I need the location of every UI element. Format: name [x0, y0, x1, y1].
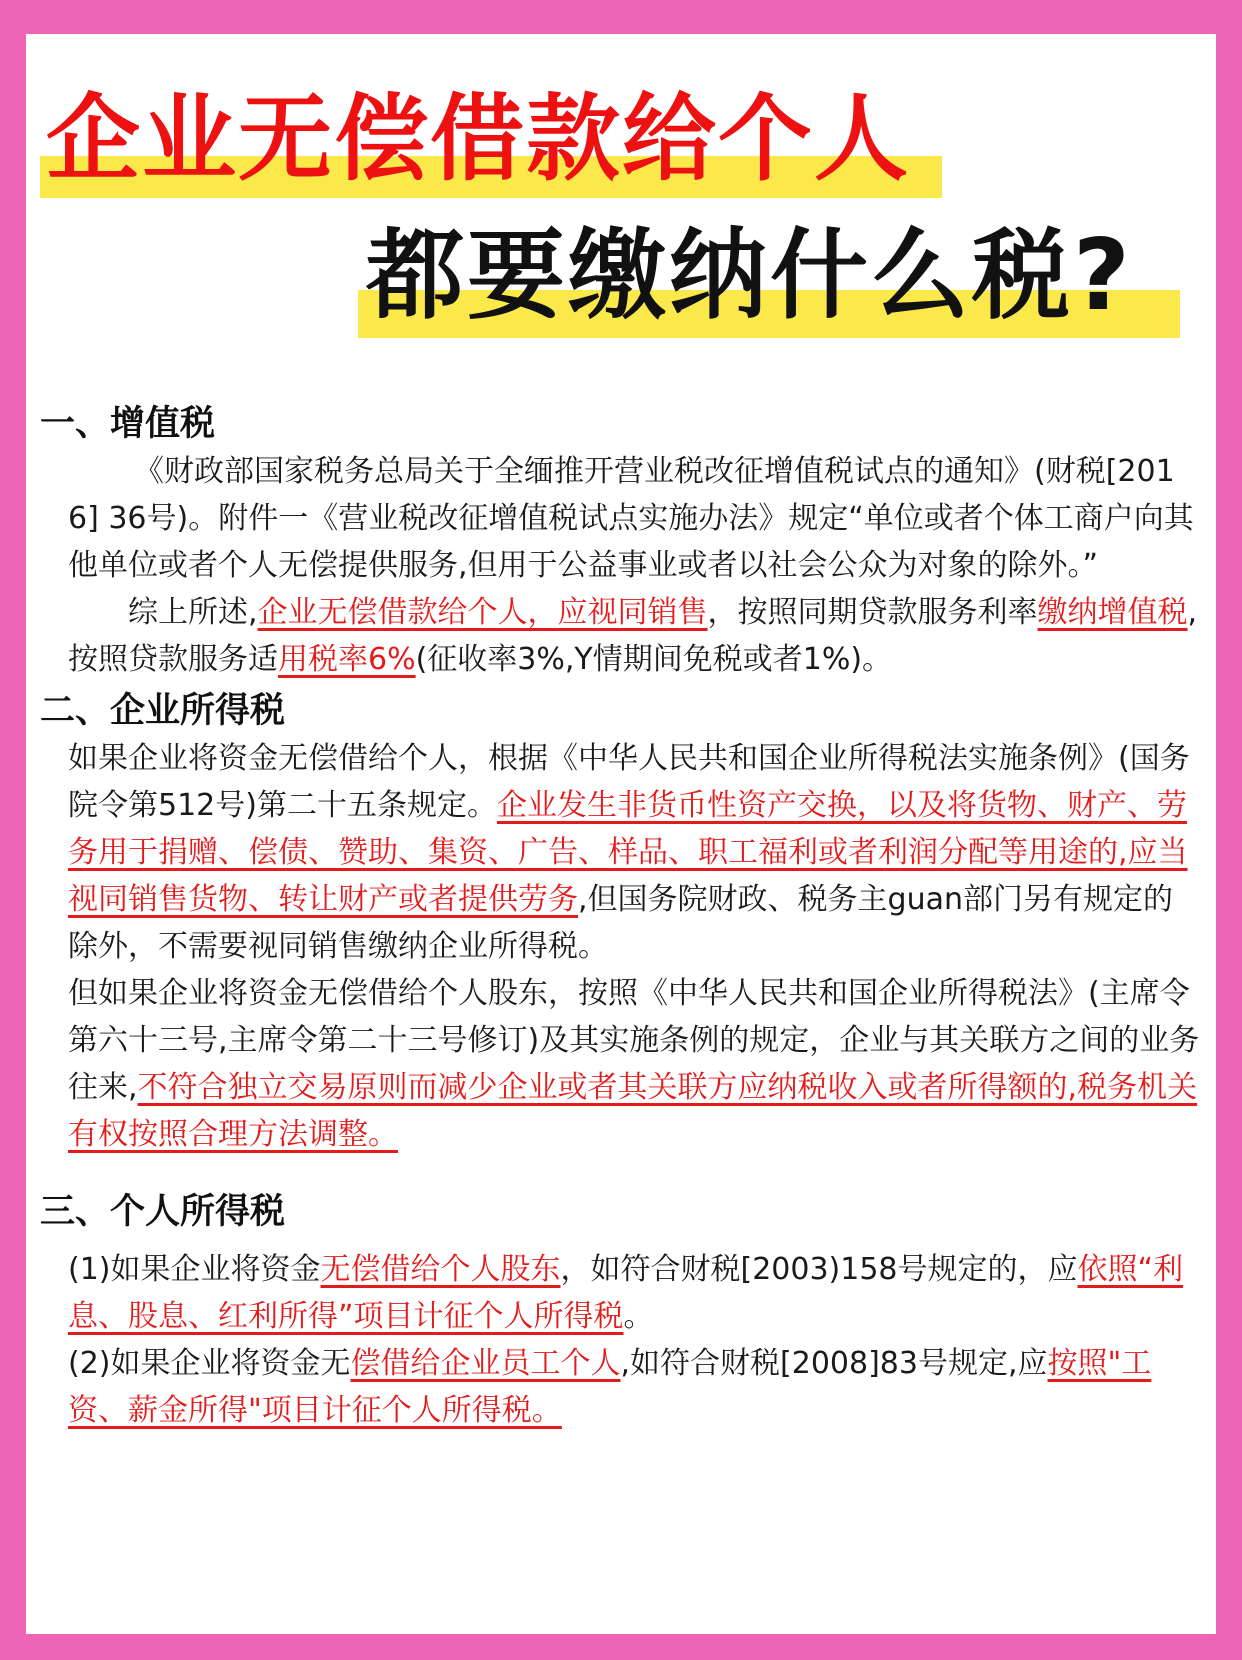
body-text: (1)如果企业将资金 [68, 1252, 321, 1287]
emphasized-text: 依照“利息、股息、红利所得”项目计征个人所得税 [68, 1252, 1184, 1334]
body-text: 《财政部国家税务总局关于全缅推开营业税改征增值税试点的通知》(财税[2016] 36号)。附件一《营业税改征增值税试点实施办法》规定“单位或者个体工商户向其他单位或者个人无偿提供服务,但用于公益事业或者以社会公众为对象的除外。” [68, 454, 1194, 583]
paragraph [40, 448, 1200, 589]
paragraph [40, 589, 1200, 683]
body-text: 但如果企业将资金无偿借给个人股东，按照《中华人民共和国企业所得税法》(主席令第六十三号,主席令第二十三号修订)及其实施条例的规定，企业与其关联方之间的业务往来, [68, 976, 1200, 1105]
section-heading: 三、个人所得税 [40, 1192, 286, 1232]
body-text: ，按照同期贷款服务利率 [707, 595, 1038, 630]
section-vat [40, 400, 1200, 683]
section-heading: 一、增值税 [40, 404, 216, 444]
paragraph [40, 735, 1200, 970]
title-text-1: 企业无偿借款给个人 [46, 85, 911, 194]
title-text-2: 都要缴纳什么税? [366, 219, 1133, 333]
emphasized-text: 无偿借给个人股东 [320, 1252, 561, 1287]
body-text: ,按照贷款服务适 [68, 595, 1198, 677]
section-heading: 二、企业所得税 [40, 691, 286, 731]
title-line-1 [40, 84, 942, 196]
emphasized-text: 用税率6% [278, 642, 416, 677]
document-card [26, 34, 1216, 1634]
paragraph [40, 970, 1200, 1158]
article-body [40, 400, 1200, 1434]
section-corporate-income-tax [40, 687, 1200, 1158]
emphasized-text: 企业无偿借款给个人，应视同销售 [257, 595, 708, 630]
body-text: 。 [623, 1299, 654, 1334]
body-text: 如果企业将资金无偿借给个人，根据《中华人民共和国企业所得税法实施条例》(国务院令第512号)第二十五条规定。 [68, 741, 1190, 823]
body-text: (2)如果企业将资金无 [68, 1346, 351, 1381]
emphasized-text: 偿借给企业员工个人 [350, 1346, 621, 1381]
body-text: ，如符合财税[2003)158号规定的，应 [560, 1252, 1078, 1287]
emphasized-text: 按照"工资、薪金所得"项目计征个人所得税。 [68, 1346, 1152, 1428]
emphasized-text: 缴纳增值税 [1037, 595, 1188, 630]
body-text: ,如符合财税[2008]83号规定,应 [620, 1346, 1048, 1381]
emphasized-text: 企业发生非货币性资产交换，以及将货物、财产、劳务用于捐赠、偿债、赞助、集资、广告、样品、职工福利或者利润分配等用途的,应当视同销售货物、转让财产或者提供劳务 [68, 788, 1188, 917]
body-text: 综上所述, [128, 595, 258, 630]
emphasized-text: 不符合独立交易原则而减少企业或者其关联方应纳税收入或者所得额的,税务机关有权按照合理方法调整。 [68, 1070, 1198, 1152]
paragraph [40, 1246, 1200, 1340]
body-text: ,但国务院财政、税务主guan部门另有规定的除外，不需要视同销售缴纳企业所得税。 [68, 882, 1173, 964]
title-line-2 [358, 216, 1180, 340]
paragraph [40, 1340, 1200, 1434]
section-personal-income-tax [40, 1188, 1200, 1434]
body-text: (征收率3%,Y情期间免税或者1%)。 [415, 642, 893, 677]
